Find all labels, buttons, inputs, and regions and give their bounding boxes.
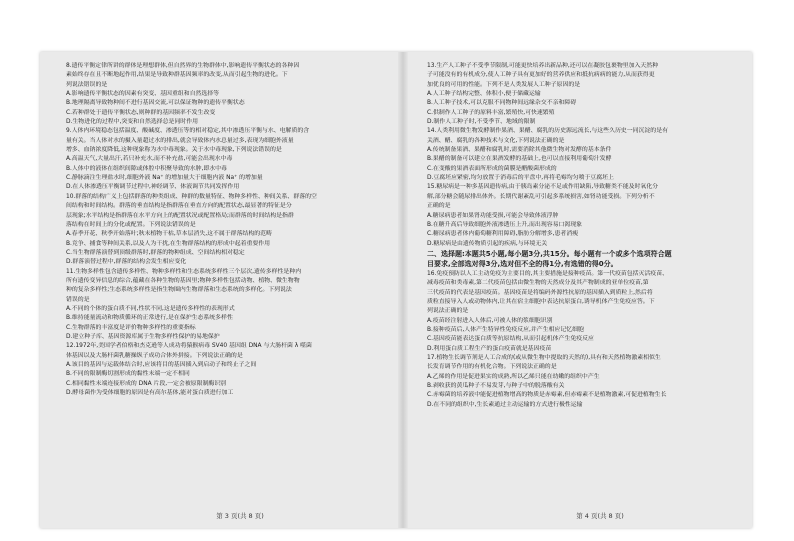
page-3-line: D.建立种子库、基因资源库属于生物多样性保护的易地保护 (66, 333, 220, 340)
page-4-line: 14.人类利用微生物发酵制作果酒、果醋、腐乳的历史源远流长,与这些久历史一同沉淀的是有 (427, 128, 668, 135)
page-3-line: 11.生物多样性包含遗传多样性、物种多样性和生态系统多样性三个层次,遗传多样性是种内 (66, 268, 302, 275)
page-3-line: 素始终存在且不断地起作用,结果是导致种群基因频率的改变,从而引起生物的进化。下 (66, 72, 288, 79)
page-3-line: D.酵母菌作为受体细胞的原因是有高尔基体,能对蛋白质进行加工 (66, 390, 234, 397)
page-3-line: A.高温天气,大量出汗,若只补充水,而不补充盐,可能会出现水中毒 (66, 156, 233, 163)
page-3-line: 12.1972年,美国学者伯格和杰克逊等人成功将猿猴病毒 SV40 基因组 DNA 与大肠杆菌 λ 噬菌 (66, 343, 312, 350)
page-3-line: C.当生物群落演替到顶级群落时,群落的物种组成、空间结构相对稳定 (66, 249, 245, 256)
page-4-line: 正确的是 (427, 203, 451, 210)
page-3-line: C.若种群处于遗传平衡状态,则种群的基因频率不发生改变 (66, 109, 216, 116)
page-4-line: A.疫苗经注射进入人体后,可被人体的浆细胞识别 (427, 317, 553, 324)
page-3-line: 所有遗传变异信息的综合,蕴藏在各种生物的基因里;物种多样性包括动物、植物、微生物物 (66, 277, 300, 284)
page-3-line: 增多、血钠浓度降低,这种现象称为水中毒现象。关于水中毒现象,下列说法错误的是 (66, 147, 282, 154)
page-4-line: 16.免疫预防以人工主动免疫为主要目的,其主要措施是接种疫苗。第一代疫苗包括灭活疫苗、 (427, 270, 668, 277)
page-4-line: D.利用蛋白质工程生产的蛋白疫苗就是基因疫苗 (427, 345, 552, 352)
page-3-line: B.人体中的液体在组织间隙或体腔中积聚导致的水肿,即水中毒 (66, 165, 227, 172)
page-3-line: 9.人体内环境稳态包括温度、酸碱度、渗透压等的相对稳定,其中渗透压平衡与水、电解质的含 (66, 128, 310, 135)
page-4-line: A.人工种子结构完整、体积小,便于储藏运输 (427, 91, 541, 98)
page-4-line: A.传统制备果酒、果醋和腐乳时,需要消除其他微生物对发酵的基本条件 (427, 147, 612, 154)
page-4-line: D.糖尿病是由遗传物质引起的疾病,与环境无关 (427, 240, 548, 247)
page-4-line: 三代疫苗的代表是基因疫苗。基因疫苗是将编码外源性抗原的基因插入到质粒上,然后将 (427, 289, 653, 296)
page-4-line: B.人工种子技术,可以克服不同物种间远缘杂交不亲和障碍 (427, 100, 577, 107)
page-4-line: 加优良的可用的性能。下列不是人类发展人工种子原因的是 (427, 81, 581, 88)
page-3-line: D.在人体渗透压平衡调节过程中,神经调节、体液调节共同发挥作用 (66, 184, 240, 191)
page-3-line: A.影响遗传平衡状态的因素有突变、基因重组和自然选择等 (66, 91, 220, 98)
page-4-line: 二、选择题:本题共5小题,每小题3分,共15分。每小题有一个或多个选项符合题 (427, 249, 672, 258)
page-3-line: 间结构和时间结构。群落的垂直结构是指群落在垂直方向的配置状态,最显著的特征是分 (66, 203, 292, 210)
page-3-line: 落结构在时间上的分化或配置。下列说法错误的是 (66, 221, 196, 228)
page-4-line: 15.糖尿病是一种多基因遗传病,由于胰岛素分泌不足或作用缺陷,导致糖类不能及时氧化分 (427, 184, 659, 191)
page-4-line: B.果醋的制备可以建立在果酒发酵的基础上,也可以直接利用葡萄汁发酵 (427, 156, 612, 163)
page-4-line: D.制作人工种子时,不受季节、地域的限制 (427, 119, 536, 126)
page-3-line: B.地理隔离导致物种间不进行基因交流,可以保证物种的遗传平衡状态 (66, 100, 245, 107)
page-4-line: 列说法正确的是 (427, 308, 469, 315)
page-3-line: 种的复杂多样性;生态系统多样性是指生物圈内生物群落和生态系统的多样化。下列说法 (66, 287, 292, 294)
page-4-line: D.豆腐坯应紧密,均匀放置于消毒后的平盘中,再将毛霉均匀喷于豆腐坯上 (427, 175, 614, 182)
page-3-line: 量有关。当人体对水的摄入量超过水的排出,就会导致体内水总量过多,表现为细胞外液量 (66, 137, 294, 144)
page-4-line: 17.植物生长调节剂是人工合成的(或从微生物中提取的天然的),具有和天然植物激素相似生 (427, 354, 661, 361)
page-4-footer: 第 4 页(共 8 页) (576, 512, 624, 520)
page-3-line: B.竞争、捕食等种间关系,以及人为干扰,在生物群落结构的形成中起着重要作用 (66, 240, 271, 247)
page-3-line: C.相同黏性末端连接形成的 DNA 片段,一定会被原限制酶识别 (66, 380, 227, 387)
page-4-line: D.在不同的组织中,生长素通过主动运输的方式进行极性运输 (427, 401, 583, 408)
page-4-line: C.糖尿病患者体内葡萄糖利用障碍,脂肪分解增多,患者消瘦 (427, 231, 579, 238)
page-3-line: 层现象;水平结构是指群落在水平方向上的配置状况或配置格局;而群落的时间结构是指群 (66, 212, 294, 219)
page-4-line: C.赤霉菌的培养液中能促进植物增高的物质是赤霉素,但赤霉素不是植物激素,可促进植物生长 (427, 392, 667, 399)
page-3-footer: 第 3 页(共 8 页) (216, 512, 264, 520)
page-4-line: B.在糖升高后导致细胞外液渗透压上升,而出现容易口渴现象 (427, 221, 583, 228)
page-3-line: A.不同的个体的蛋白质不同,性状不同,这是遗传多样性的表现形式 (66, 305, 235, 312)
page-4-line: B.接种疫苗后,人体产生特异性免疫反应,并产生相应记忆细胞 (427, 326, 584, 333)
page-4-line: 长发育调节作用的有机化合物。下列说法正确的是 (427, 364, 557, 371)
page-4-line: A.乙烯的作用是促进果实的成熟,所以乙烯只能在幼嫩的组织中产生 (427, 373, 600, 380)
page-4-line: C.基因疫苗能表达蛋白质等抗原结构,从而引起机体产生免疫反应 (427, 336, 594, 343)
page-4-line: 解,部分糖会随尿排出体外。长期代谢紊乱可引起多系统损害,如肾功能受损。下列分析不 (427, 193, 655, 200)
page-3-line: 体基因以及大肠杆菌乳糖操纵子成功合体外拼接。下列说法正确的是 (66, 352, 243, 359)
page-4-line: C.在变酸的果酒表面所形成的菌膜是醋酸菌形成的 (427, 165, 557, 172)
page-4-line: 13.生产人工种子不受季节限制,可能更快培养出新品种,还可以在凝胶包裹物里加入天然种 (427, 63, 659, 69)
page-3-line: C.静脉滴注生理盐水时,细胞外液 Na⁺ 的增加量大于细胞内液 Na⁺ 的增加量 (66, 175, 263, 182)
page-3-column (66, 62, 404, 492)
page-3-line: D.群落演替过程中,群落的结构会发生相应变化 (66, 259, 187, 266)
page-4-line: B.剥收获的黄瓜种子不易发芽,与种子中的脱落酸有关 (427, 383, 565, 389)
page-4-line: A.糖尿病患者如果肾功能受损,可能会导致体液浮肿 (427, 212, 559, 219)
page-4-line: 减毒疫苗和类毒素,第二代疫苗包括由微生物的天然成分及其产物制成的亚单位疫苗,第 (427, 280, 649, 287)
page-4-column (427, 62, 765, 492)
page-4-line: 子可能没有的有机成分,使人工种子具有更加好的营养供应和抵抗病病的能力,从而获得更 (427, 72, 655, 79)
page-3-line: A.该目的基因与运载体结合时,应该将目的基因插入到启动子和终止子之间 (66, 362, 257, 368)
page-3-line: 列说法错误的是 (66, 81, 108, 88)
page-3-line: B.维持能量流动和物质循环的正常进行,是在保护生态系统多样性 (66, 315, 233, 322)
page-4-line: 关酒、醋、腐乳的各种技术与文化,下列说法正确的是 (427, 137, 565, 144)
page-4-line: 质粒直接导入人或动物体内,让其在宿主细胞中表达抗原蛋白,诱导机体产生免疫应答。下 (427, 298, 655, 305)
page-3-line: A.春季开花、秋季开始落叶;秋末植物干枯,草本层消失,这不属于群落结构的范畴 (66, 231, 272, 238)
page-3-line: C.生物群落的丰富度是评价物种多样性的重要指标 (66, 324, 196, 331)
page-4-line: 目要求,全部选对得3分,选对但不全的得1分,有选错的得0分。 (427, 260, 618, 269)
page-3-line: 8.遗传平衡定律所讲的群体是理想群体,但自然界的生物群体中,影响遗传平衡状态的各种因 (66, 63, 300, 69)
page-3-line: D.生物进化的过程中,突变和自然选择总是同时作用 (66, 119, 198, 126)
page-3-line: 错误的是 (66, 296, 90, 303)
page-3-line: B.不同的限制酶切割形成的黏性末端一定不相同 (66, 371, 190, 378)
page-3-line: 10.群落的结构广义上包括群落的种类组成、种群的数量特征、物种多样性、种间关系、群落的空 (66, 193, 317, 200)
page-4-line: C.供制作人工种子的原料丰富,繁殖快,可快速繁殖 (427, 109, 555, 116)
